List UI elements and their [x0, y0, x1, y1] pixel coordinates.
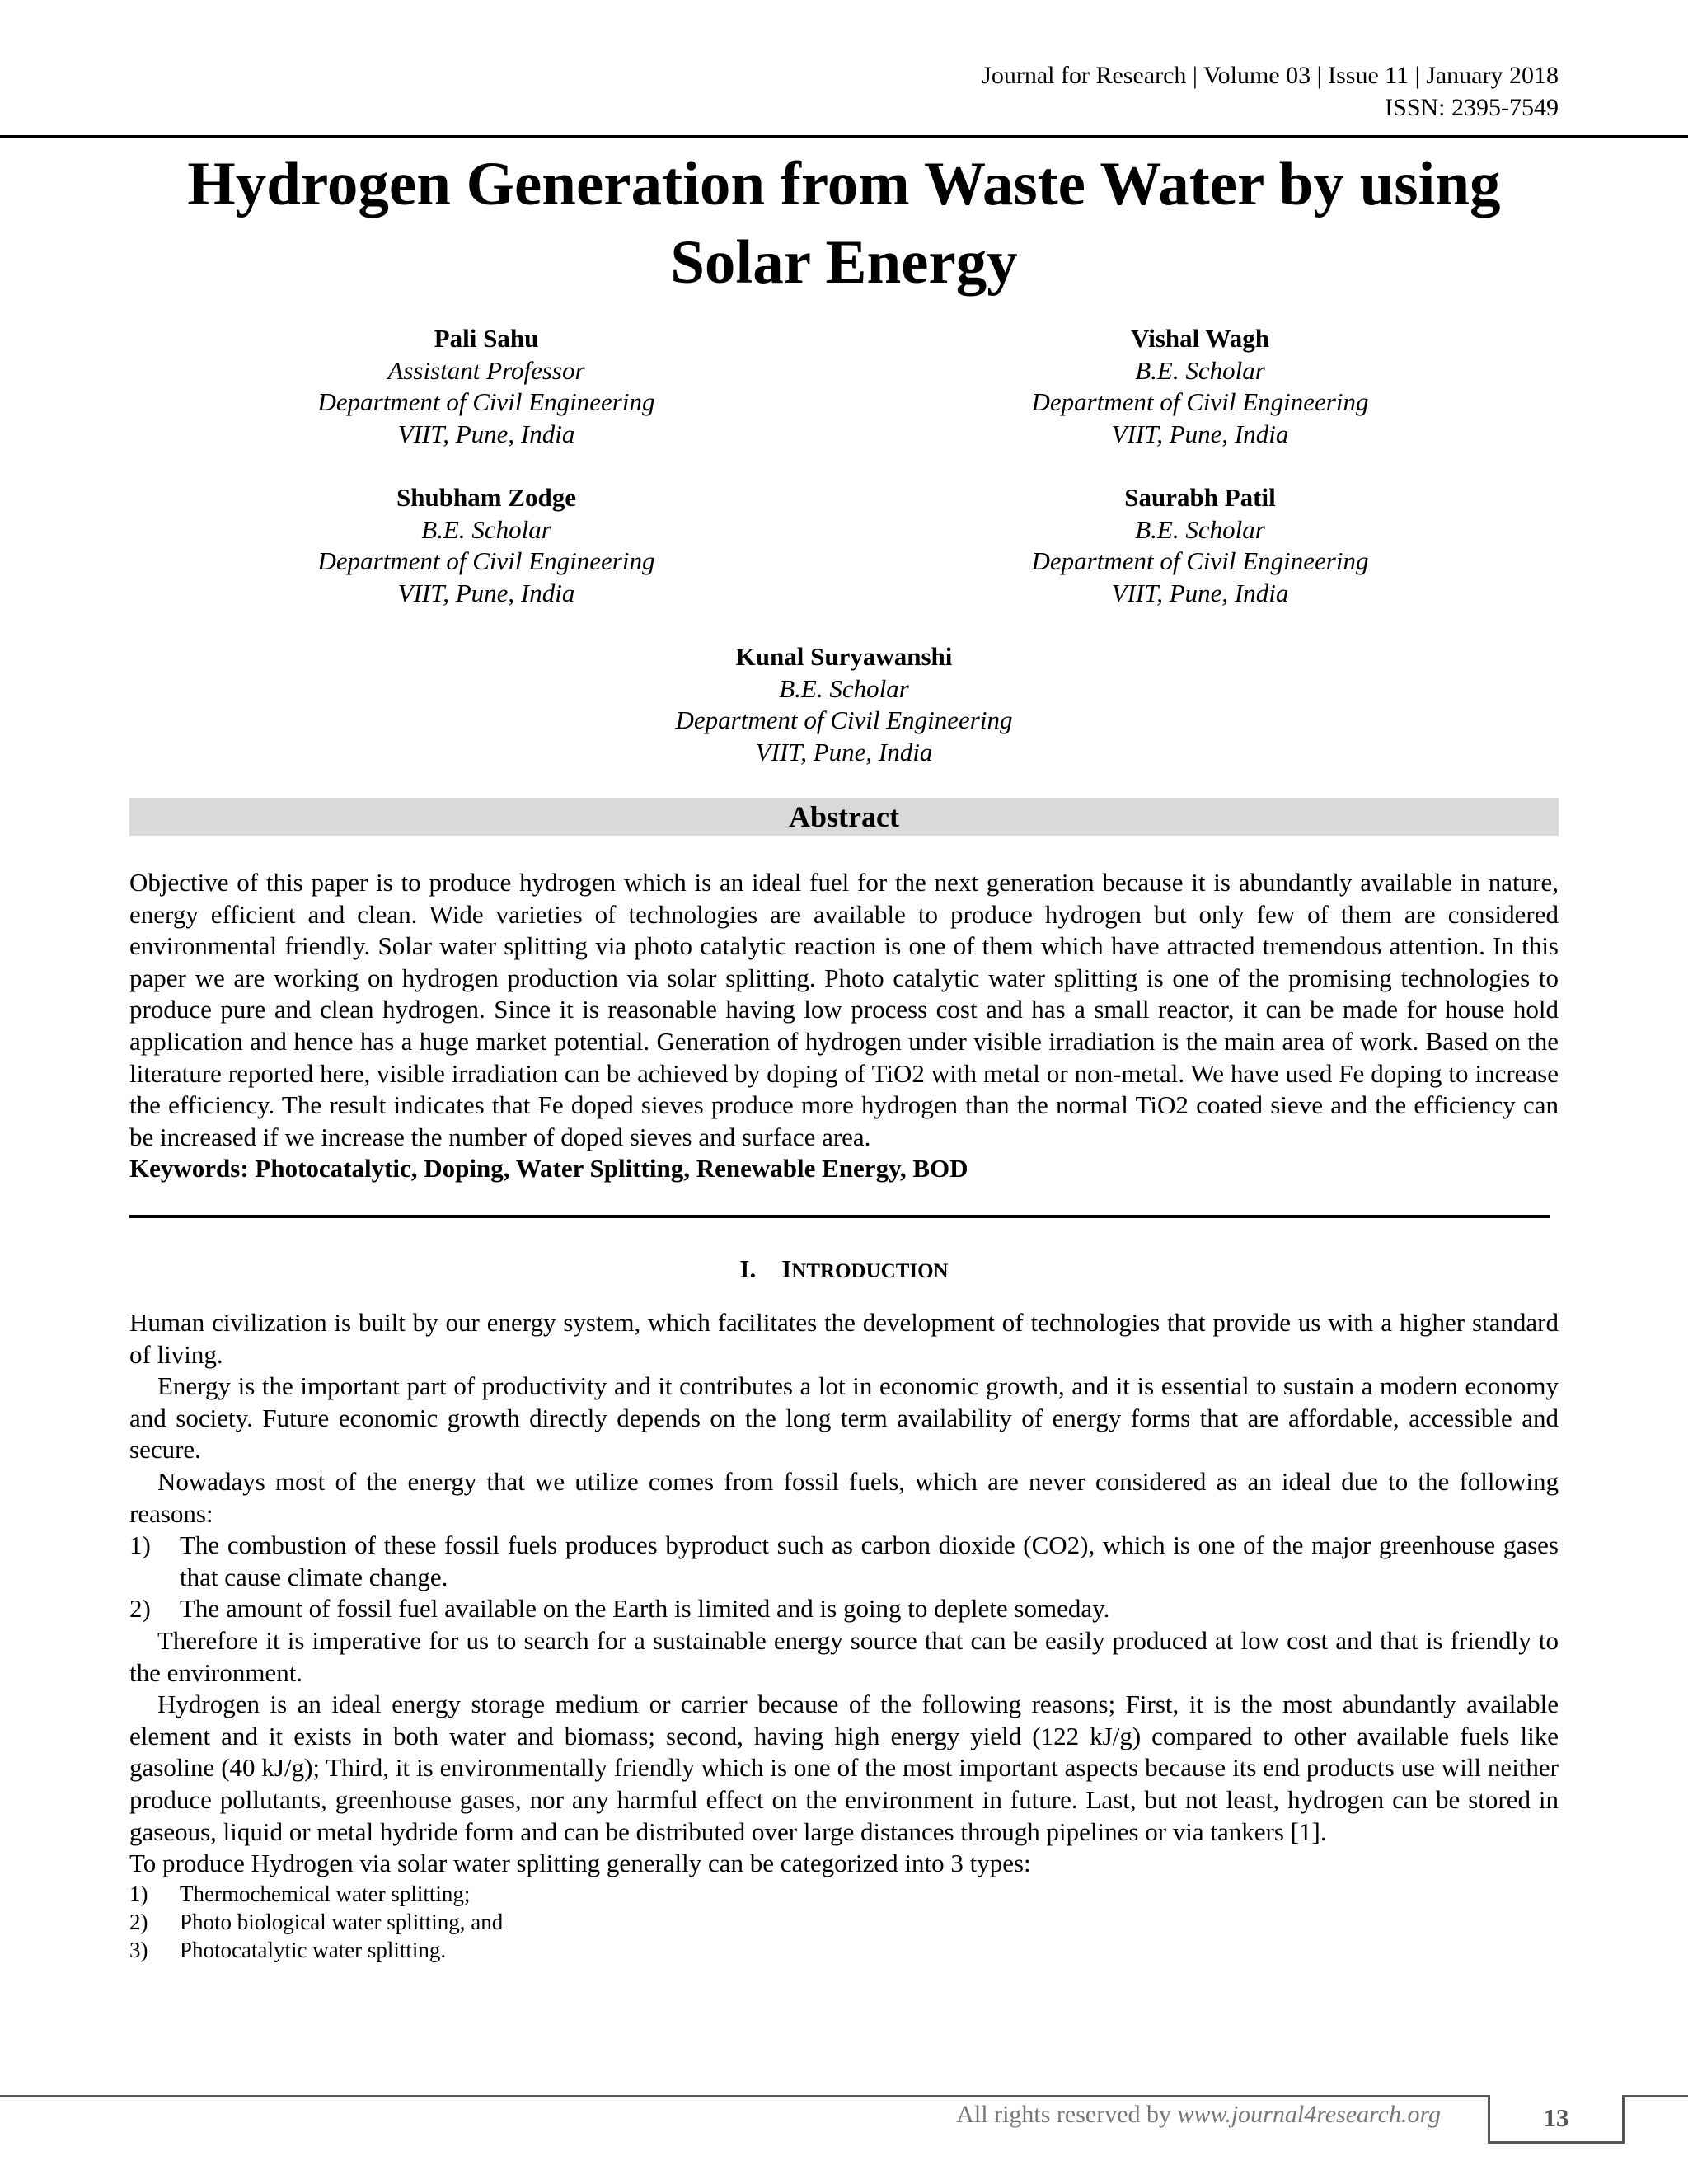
author-name: Shubham Zodge [396, 483, 576, 512]
author-role: B.E. Scholar [1135, 514, 1265, 544]
author-block-4 [912, 482, 1489, 609]
author-block-2 [912, 323, 1489, 450]
list-text: Photo biological water splitting, and [180, 1909, 504, 1934]
author-role: B.E. Scholar [421, 514, 551, 544]
author-department: Department of Civil Engineering [317, 546, 655, 575]
abstract-section [129, 867, 1559, 1185]
author-name: Vishal Wagh [1131, 324, 1269, 353]
author-role: Assistant Professor [387, 355, 585, 385]
author-institution: VIIT, Pune, India [397, 419, 575, 448]
author-department: Department of Civil Engineering [1031, 387, 1369, 416]
introduction-body [129, 1307, 1559, 1964]
author-block-5 [556, 641, 1132, 768]
list-number: 2) [129, 1909, 148, 1934]
author-institution: VIIT, Pune, India [397, 578, 575, 607]
list-item [129, 1530, 1559, 1593]
author-department: Department of Civil Engineering [1031, 546, 1369, 575]
paragraph: Nowadays most of the energy that we utilize comes from fossil fuels, which are never considered as an ideal due to the following reasons: [129, 1466, 1559, 1528]
journal-header [982, 59, 1559, 124]
author-name: Kunal Suryawanshi [735, 642, 953, 671]
footer-rule [0, 2095, 1488, 2097]
section-divider [129, 1215, 1550, 1218]
list-item [129, 1908, 1559, 1936]
paragraph: To produce Hydrogen via solar water splitting generally can be categorized into 3 types: [129, 1849, 1031, 1878]
author-institution: VIIT, Pune, India [1111, 578, 1289, 607]
list-number: 1) [129, 1881, 148, 1906]
header-rule [0, 135, 1688, 138]
author-department: Department of Civil Engineering [317, 387, 655, 416]
list-text: The amount of fossil fuel available on the Earth is limited and is going to deplete someday. [180, 1594, 1110, 1624]
author-institution: VIIT, Pune, India [755, 737, 933, 766]
list-item [129, 1880, 1559, 1908]
author-department: Department of Civil Engineering [675, 705, 1013, 734]
author-role: B.E. Scholar [779, 673, 909, 703]
website-text: www.journal4research.org [1177, 2101, 1441, 2128]
author-role: B.E. Scholar [1135, 355, 1265, 385]
section-title-rest: NTRODUCTION [791, 1260, 949, 1282]
list-text: Photocatalytic water splitting. [180, 1937, 447, 1962]
paragraph: Therefore it is imperative for us to search for a sustainable energy source that can be easily produced at low cost and that is friendly to the environment. [129, 1625, 1559, 1687]
rights-text: All rights reserved by [956, 2101, 1178, 2128]
list-text: The combustion of these fossil fuels produces byproduct such as carbon dioxide (CO2), which is one of the major greenhouse gases that cause climate change. [180, 1530, 1559, 1591]
journal-info: Journal for Research | Volume 03 | Issue 11 | January 2018 [982, 62, 1559, 89]
list-text: Thermochemical water splitting; [180, 1881, 471, 1906]
list-item [129, 1593, 1559, 1625]
list-number: 2) [129, 1594, 151, 1624]
footer-rule-tail [1622, 2095, 1688, 2097]
abstract-heading: Abstract [129, 798, 1559, 836]
section-heading-introduction [129, 1253, 1559, 1288]
author-block-3 [198, 482, 775, 609]
author-name: Saurabh Patil [1124, 483, 1276, 512]
types-list [129, 1880, 1559, 1964]
keywords: Keywords: Photocatalytic, Doping, Water Splitting, Renewable Energy, BOD [129, 1154, 968, 1183]
paragraph: Energy is the important part of productivity and it contributes a lot in economic growth, and it is essential to sustain a modern economy and society. Future economic growth directly depends on the long term availability of energy forms that are affordable, accessible and secure. [129, 1371, 1559, 1465]
author-name: Pali Sahu [434, 324, 539, 353]
author-block-1 [198, 323, 775, 450]
section-number: I. [739, 1254, 757, 1283]
issn: ISSN: 2395-7549 [1385, 94, 1559, 121]
list-number: 1) [129, 1530, 151, 1560]
abstract-text: Objective of this paper is to produce hydrogen which is an ideal fuel for the next generation because it is abundantly available in nature, energy efficient and clean. Wide varieties of technologies are available to produce hydrogen but only few of them are considered environmental friendly. Solar water splitting via photo catalytic reaction is one of them which have attracted tremendous attention. In this paper we are working on hydrogen production via solar splitting. Photo catalytic water splitting is one of the promising technologies to produce pure and clean hydrogen. Since it is reasonable having low process cost and has a small reactor, it can be made for house hold application and hence has a huge market potential. Generation of hydrogen under visible irradiation is the main area of work. Based on the literature reported here, visible irradiation can be achieved by doping of TiO2 with metal or non-metal. We have used Fe doping to increase the efficiency. The result indicates that Fe doped sieves produce more hydrogen than the normal TiO2 coated sieve and the efficiency can be increased if we increase the number of doped sieves and surface area. [129, 868, 1559, 1151]
footer-rights [956, 2098, 1441, 2131]
paper-title: Hydrogen Generation from Waste Water by using Solar Energy [187, 150, 1501, 297]
list-item [129, 1936, 1559, 1964]
author-institution: VIIT, Pune, India [1111, 419, 1289, 448]
paragraph: Hydrogen is an ideal energy storage medium or carrier because of the following reasons; First, it is the most abundantly available element and it exists in both water and biomass; second, having high energy yield (122 kJ/g) compared to other available fuels like gasoline (40 kJ/g); Third, it is environmentally friendly which is one of the most important aspects because its end products use will neither produce pollutants, greenhouse gases, nor any harmful effect on the environment in future. Last, but not least, hydrogen can be stored in gaseous, liquid or metal hydride form and can be distributed over large distances through pipelines or via tankers [1]. [129, 1690, 1559, 1846]
list-number: 3) [129, 1937, 148, 1962]
paragraph: Human civilization is built by our energy system, which facilitates the development of technologies that provide us with a higher standard of living. [129, 1308, 1559, 1369]
page-number: 13 [1488, 2095, 1625, 2144]
section-title-initial: I [781, 1254, 792, 1283]
